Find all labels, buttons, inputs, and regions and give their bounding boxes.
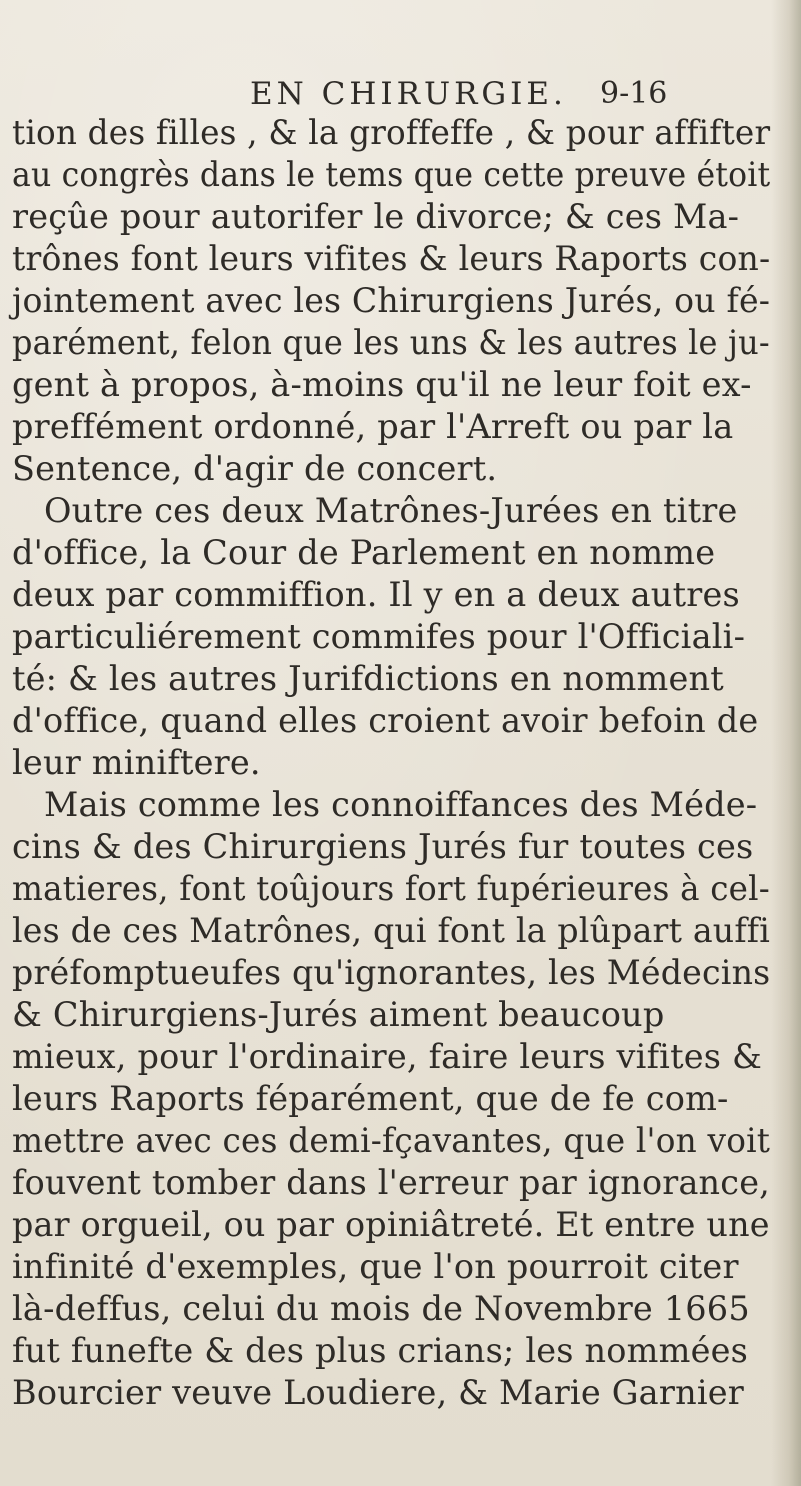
text-line: preffément ordonné, par l'Arreft ou par la <box>12 407 734 446</box>
text-line: reçûe pour autorifer le divorce; & ces Ma- <box>12 197 740 236</box>
text-line: Bourcier veuve Loudiere, & Marie Garnier <box>12 1373 744 1412</box>
page-header <box>0 74 801 114</box>
text-line: leur miniftere. <box>12 743 261 782</box>
text-line: d'office, la Cour de Parlement en nomme <box>12 533 716 572</box>
text-line: jointement avec les Chirurgiens Jurés, ou fé- <box>12 281 771 320</box>
text-line: Sentence, d'agir de concert. <box>12 449 498 488</box>
text-line: mieux, pour l'ordinaire, faire leurs vifites & <box>12 1037 763 1076</box>
text-line: là-deffus, celui du mois de Novembre 1665 <box>12 1289 750 1328</box>
text-line: au congrès dans le tems que cette preuve étoit <box>12 155 771 194</box>
text-line: tion des filles , & la groffeffe , & pour affifter <box>12 113 771 152</box>
text-line: mettre avec ces demi-fçavantes, que l'on voit <box>12 1121 771 1160</box>
text-line: deux par commiffion. Il y en a deux autres <box>12 575 740 614</box>
text-line: d'office, quand elles croient avoir befoin de <box>12 701 759 740</box>
page-number: 9-16 <box>600 76 668 111</box>
text-line: parément, felon que les uns & les autres le ju- <box>12 323 770 362</box>
text-line: fut funefte & des plus crians; les nommées <box>12 1331 749 1370</box>
text-line: préfomptueufes qu'ignorantes, les Médecins <box>12 953 771 992</box>
text-line: particuliérement commifes pour l'Officiali- <box>12 617 746 656</box>
text-line: té: & les autres Jurifdictions en nomment <box>12 659 724 698</box>
text-line: Mais comme les connoiffances des Méde- <box>44 785 758 824</box>
text-line: matieres, font toûjours fort fupérieures à cel- <box>12 869 770 908</box>
text-line: trônes font leurs vifites & leurs Raports con- <box>12 239 771 278</box>
text-line: fouvent tomber dans l'erreur par ignorance, <box>12 1163 770 1202</box>
text-line: par orgueil, ou par opiniâtreté. Et entre une <box>12 1205 770 1244</box>
text-line: gent à propos, à-moins qu'il ne leur foit ex- <box>12 365 752 404</box>
text-line: infinité d'exemples, que l'on pourroit citer <box>12 1247 739 1286</box>
text-line: & Chirurgiens-Jurés aiment beaucoup <box>12 995 665 1034</box>
running-head: EN CHIRURGIE. <box>250 76 567 112</box>
text-line: leurs Raports féparément, que de fe com- <box>12 1079 729 1118</box>
text-line: Outre ces deux Matrônes-Jurées en titre <box>44 491 738 530</box>
text-line: cins & des Chirurgiens Jurés fur toutes ces <box>12 827 754 866</box>
text-line: les de ces Matrônes, qui font la plûpart auffi <box>12 911 771 950</box>
page-edge-shadow <box>771 0 801 1486</box>
